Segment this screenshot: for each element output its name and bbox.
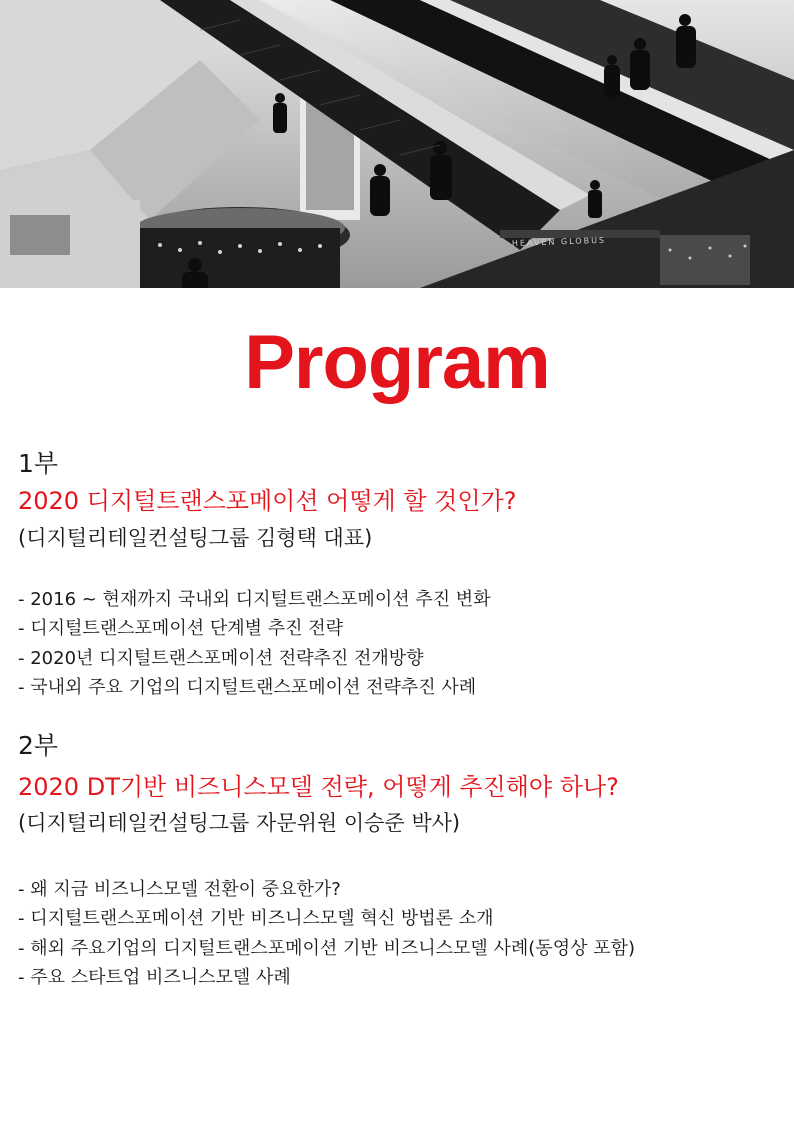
hero-image <box>0 0 794 288</box>
part-2-heading: 2020 DT기반 비즈니스모델 전략, 어떻게 추진해야 하나? <box>18 773 619 801</box>
list-item: - 2020년 디지털트랜스포메이션 전략추진 전개방향 <box>18 647 424 669</box>
part-1-label: 1부 <box>18 449 59 478</box>
part-1-speaker: (디지털리테일컨설팅그룹 김형택 대표) <box>18 526 373 550</box>
list-item: - 해외 주요기업의 디지털트랜스포메이션 기반 비즈니스모델 사례(동영상 포함) <box>18 937 636 959</box>
store-sign: HEAVEN GLOBUS <box>511 235 607 248</box>
list-item: - 주요 스타트업 비즈니스모델 사례 <box>18 967 291 989</box>
part-1-heading: 2020 디지털트랜스포메이션 어떻게 할 것인가? <box>18 487 517 515</box>
part-2-label: 2부 <box>18 731 59 760</box>
part-2-topic-list <box>18 875 635 993</box>
escalator-photo <box>0 0 794 288</box>
list-item: - 국내외 주요 기업의 디지털트랜스포메이션 전략추진 사례 <box>18 677 477 699</box>
part-1-topic-list <box>18 585 491 703</box>
part-2-speaker: (디지털리테일컨설팅그룹 자문위원 이승준 박사) <box>18 811 461 835</box>
list-item: - 2016 ~ 현재까지 국내외 디지털트랜스포메이션 추진 변화 <box>18 589 491 610</box>
list-item: - 왜 지금 비즈니스모델 전환이 중요한가? <box>18 879 341 900</box>
list-item: - 디지털트랜스포메이션 기반 비즈니스모델 혁신 방법론 소개 <box>18 908 494 930</box>
list-item: - 디지털트랜스포메이션 단계별 추진 전략 <box>18 618 343 640</box>
page-title: Program <box>244 320 550 405</box>
